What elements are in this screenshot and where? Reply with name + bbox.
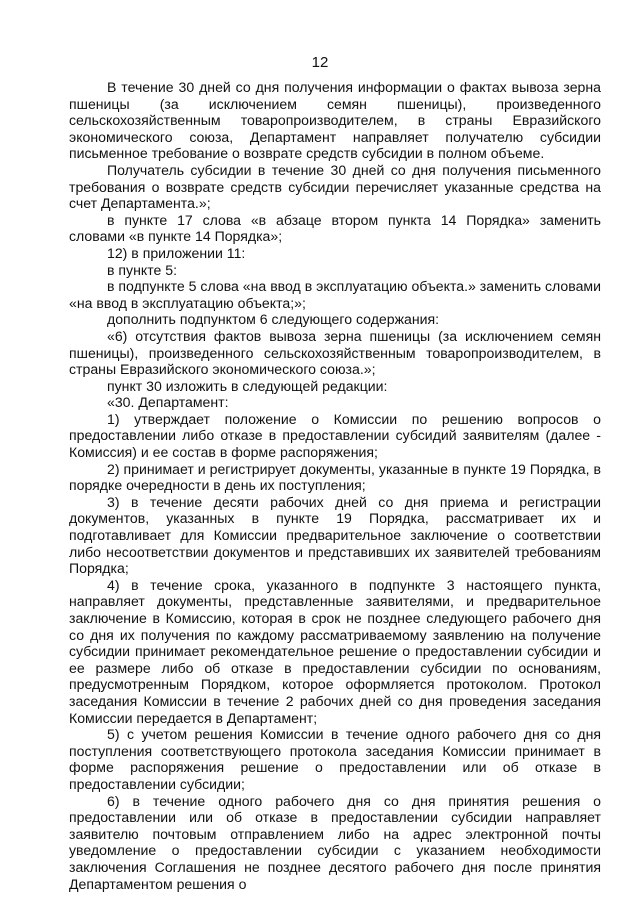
paragraph-12: 2) принимает и регистрирует документы, указанные в пункте 19 Порядка, в порядке очередности в день их поступления; xyxy=(69,460,601,494)
paragraph-1: В течение 30 дней со дня получения информации о фактах вывоза зерна пшеницы (за исключением семян пшеницы), произведенного сельскохозяйственным товаропроизводителем, в страны Евразийского экономического союза, Департамент направляет получателю субсидии письменное требование о возврате средств субсидии в полном объеме. xyxy=(69,79,601,162)
paragraph-8: «6) отсутствия фактов вывоза зерна пшеницы (за исключением семян пшеницы), произведенного сельскохозяйственным товаропроизводителем, в страны Евразийского экономического союза.»; xyxy=(69,327,601,378)
paragraph-2: Получатель субсидии в течение 30 дней со дня получения письменного требования о возврате средств субсидии перечисляет указанные средства на счет Департамента.»; xyxy=(69,161,601,212)
paragraph-3: в пункте 17 слова «в абзаце втором пункта 14 Порядка» заменить словами «в пункте 14 Порядка»; xyxy=(69,211,601,245)
paragraph-7: дополнить подпунктом 6 следующего содержания: xyxy=(107,311,440,328)
paragraph-5: в пункте 5: xyxy=(107,261,177,278)
paragraph-14: 4) в течение срока, указанного в подпункте 3 настоящего пункта, направляет документы, представленные заявителями, и предварительное заключение в Комиссию, которая в срок не позднее следующего рабочего дня со дня их получения по каждому рассматриваемому заявлению на получение субсидии принимает рекомендательное решение о предоставлении субсидии и ее размере либо об отказе в предоставлении субсидии по основаниям, предусмотренным Порядком, которое оформляется протоколом. Протокол заседания Комиссии в течение 2 рабочих дней со дня проведения заседания Комиссии передается в Департамент; xyxy=(69,576,601,726)
document-body xyxy=(69,79,601,892)
paragraph-15: 5) с учетом решения Комиссии в течение одного рабочего дня со дня поступления соответствующего протокола заседания Комиссии принимает в форме распоряжения решение о предоставлении или об отказе в предоставлении субсидии; xyxy=(69,726,601,792)
paragraph-13: 3) в течение десяти рабочих дней со дня приема и регистрации документов, указанных в пункте 19 Порядка, рассматривает их и подготавливает для Комиссии предварительное заключение о соответствии либо несоответствии документов и представивших их заявителей требованиям Порядка; xyxy=(69,493,601,577)
paragraph-9: пункт 30 изложить в следующей редакции: xyxy=(107,377,388,394)
paragraph-10: «30. Департамент: xyxy=(107,394,229,411)
page-number: 12 xyxy=(311,54,329,71)
paragraph-4: 12) в приложении 11: xyxy=(107,244,246,261)
paragraph-6: в подпункте 5 слова «на ввод в эксплуатацию объекта.» заменить словами «на ввод в эксплуатацию объекта;»; xyxy=(69,278,601,311)
paragraph-16: 6) в течение одного рабочего дня со дня принятия решения о предоставлении или об отказе в предоставлении субсидии направляет заявителю почтовым отправлением либо на адрес электронной почты уведомление о предоставлении субсидии с указанием необходимости заключения Соглашения не позднее десятого рабочего дня после принятия Департаментом решения о xyxy=(69,792,601,892)
paragraph-11: 1) утверждает положение о Комиссии по решению вопросов о предоставлении либо отказе в предоставлении субсидий заявителям (далее - Комиссия) и ее состав в форме распоряжения; xyxy=(69,410,601,461)
